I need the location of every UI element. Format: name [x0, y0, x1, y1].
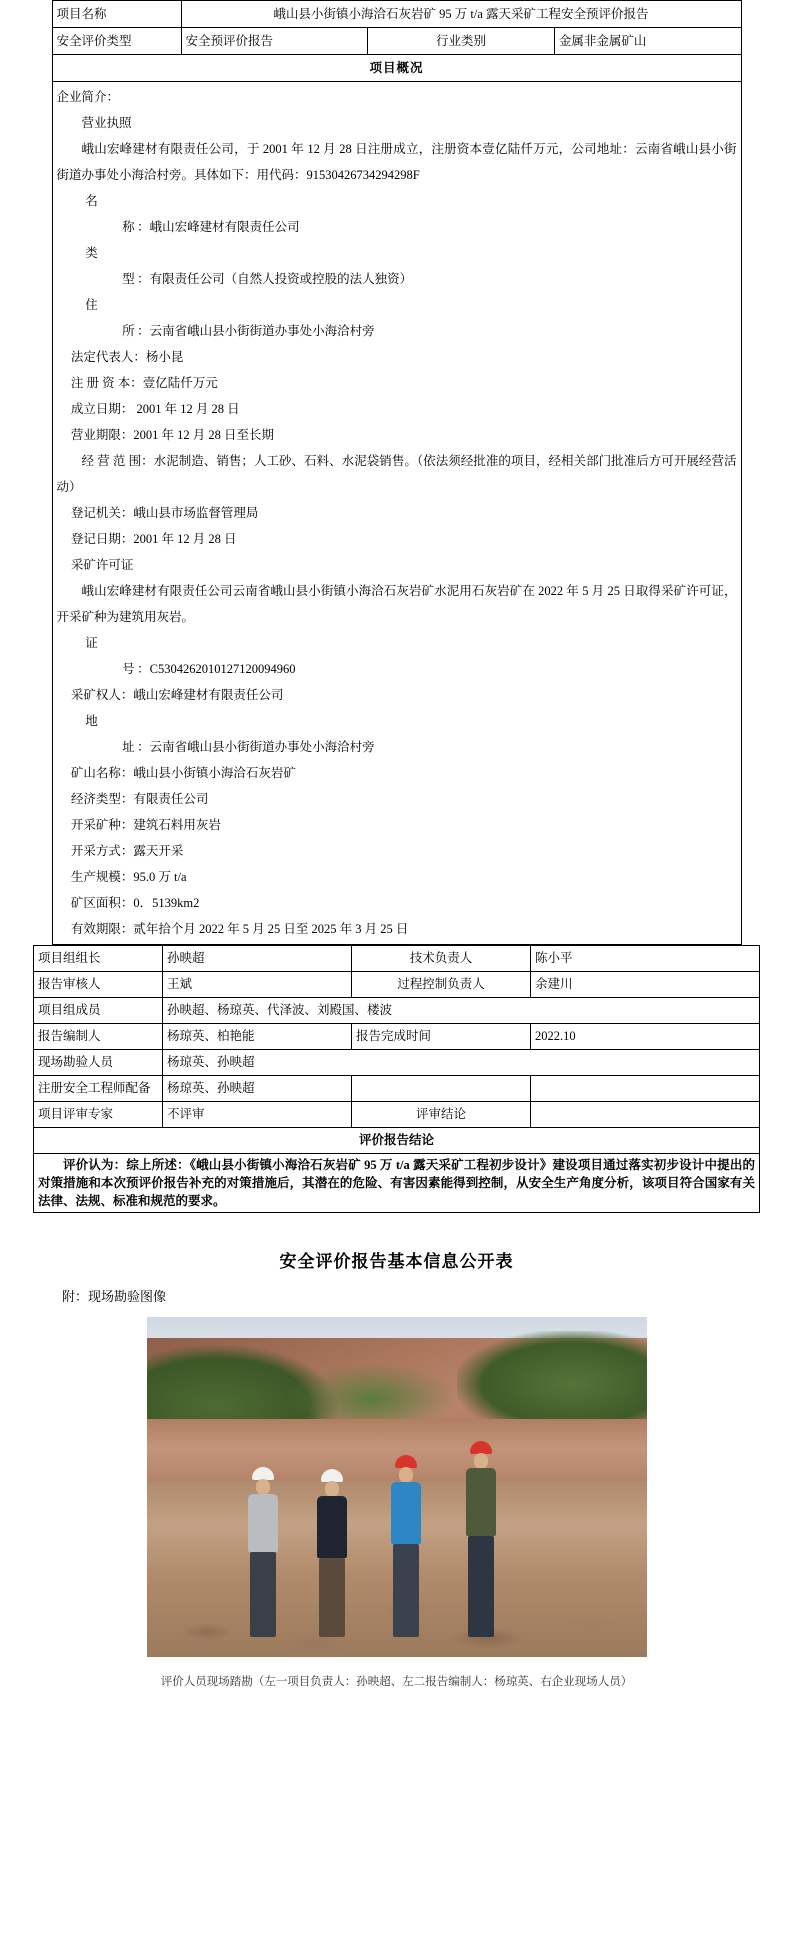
photo-caption: 评价人员现场踏勘（左一项目负责人：孙映超、左二报告编制人：杨琼英、右企业现场人员） — [160, 1676, 633, 1689]
photo-vegetation-right — [457, 1331, 647, 1419]
site-survey-photo — [147, 1317, 647, 1657]
photo-vegetation-middle — [287, 1362, 457, 1423]
mining-license-paragraph: 峨山宏峰建材有限责任公司云南省峨山县小街镇小海洽石灰岩矿水泥用石灰岩矿在 2022 年 5 月 25 日取得采矿许可证，开采矿种为建筑用灰岩。 — [56, 584, 737, 624]
field-mine-name-value: 峨山县小街镇小海洽石灰岩矿 — [133, 766, 296, 780]
field-capacity-label: 生产规模 — [70, 870, 121, 884]
attachment-label: 附：现场勘验图像 — [62, 1289, 167, 1305]
field-biz-term: 营业期限：2001 年 12 月 28 日至长期 — [70, 428, 275, 442]
field-reg-date-value: 2001 年 12 月 28 日 — [133, 532, 237, 546]
field-biz-scope-value: 水泥制造、销售；人工砂、石料、水泥袋销售。（依法须经批准的项目，经相关部门批准后方可开展经营活动） — [56, 454, 737, 494]
field-biz-term-label: 营业期限 — [70, 428, 121, 442]
table-row — [34, 972, 760, 998]
field-capital-label: 注 册 资 本 — [70, 376, 131, 390]
field-mineral-type: 开采矿种：建筑石料用灰岩 — [70, 818, 221, 832]
field-biz-scope: 经 营 范 围：水泥制造、销售；人工砂、石料、水泥袋销售。（依法须经批准的项目，经相关部门批准后方可开展经营活动） — [56, 454, 737, 494]
row-label-reviewer: 报告审核人 — [34, 972, 163, 998]
field-found-date: 成立日期： 2001 年 12 月 28 日 — [70, 402, 240, 416]
row-label-review-experts: 项目评审专家 — [34, 1102, 163, 1128]
field-econ-type-value: 有限责任公司 — [133, 792, 209, 806]
row-label-process-lead: 过程控制负责人 — [352, 972, 531, 998]
row-value-completion-time: 2022.10 — [531, 1024, 760, 1050]
table-row — [34, 998, 760, 1024]
photo-torso-3 — [391, 1482, 421, 1544]
field-legal-rep: 法定代表人：杨小昆 — [70, 350, 184, 364]
row-label-members: 项目组成员 — [34, 998, 163, 1024]
row-empty-1 — [352, 1076, 531, 1102]
field-name: 名称 ：峨山宏峰建材有限责任公司 — [85, 194, 300, 234]
row-label-completion-time: 报告完成时间 — [352, 1024, 531, 1050]
field-found-date-label: 成立日期 — [70, 402, 121, 416]
company-intro-label: 企业简介： — [56, 90, 120, 104]
field-mining-method-value: 露天开采 — [133, 844, 184, 858]
row-value-reviewer: 王斌 — [163, 972, 352, 998]
row-value-registered-engineers: 杨琼英、孙映超 — [163, 1076, 352, 1102]
row-value-surveyors: 杨琼英、孙映超 — [163, 1050, 760, 1076]
business-license-heading: 营业执照 — [81, 116, 132, 130]
field-reg-office-label: 登记机关 — [70, 506, 121, 520]
photo-torso-1 — [248, 1494, 278, 1552]
field-reg-date: 登记日期：2001 年 12 月 28 日 — [70, 532, 237, 546]
field-mining-holder: 采矿权人：峨山宏峰建材有限责任公司 — [70, 688, 284, 702]
row-label-registered-engineers: 注册安全工程师配备 — [34, 1076, 163, 1102]
section-title-overview: 项目概况 — [52, 55, 741, 82]
field-mining-holder-label: 采矿权人 — [70, 688, 121, 702]
personnel-table — [33, 945, 760, 1213]
conclusion-title: 评价报告结论 — [34, 1128, 760, 1154]
row-value-members: 孙映超、杨琼英、代泽波、刘殿国、楼波 — [163, 998, 760, 1024]
row-label-review-conclusion: 评审结论 — [352, 1102, 531, 1128]
row-empty-2 — [531, 1076, 760, 1102]
field-reg-office: 登记机关：峨山县市场监督管理局 — [70, 506, 259, 520]
photo-canvas — [147, 1317, 647, 1657]
eval-type-value: 安全预评价报告 — [181, 28, 368, 55]
photo-legs-1 — [250, 1552, 276, 1637]
photo-head-1 — [256, 1479, 270, 1495]
project-name-label: 项目名称 — [52, 1, 181, 28]
photo-legs-4 — [468, 1536, 494, 1637]
row-value-process-lead: 余建川 — [531, 972, 760, 998]
field-cert-no: 证号 ：C5304262010127120094960 — [85, 636, 296, 676]
photo-legs-2 — [319, 1558, 345, 1637]
field-legal-rep-value: 杨小昆 — [145, 350, 184, 364]
field-name-value: 峨山宏峰建材有限责任公司 — [149, 220, 300, 234]
field-biz-scope-label: 经 营 范 围 — [81, 454, 142, 468]
table-row — [34, 1050, 760, 1076]
field-mineral-type-value: 建筑石料用灰岩 — [133, 818, 221, 832]
photo-torso-2 — [317, 1496, 347, 1558]
field-address-value: 云南省峨山县小街街道办事处小海洽村旁 — [149, 324, 375, 338]
photo-head-3 — [399, 1467, 413, 1483]
row-label-tech-lead: 技术负责人 — [352, 946, 531, 972]
conclusion-text: 评价认为：综上所述：《峨山县小街镇小海洽石灰岩矿 95 万 t/a 露天采矿工程初步设计》建设项目通过落实初步设计中提出的对策措施和本次预评价报告补充的对策措施后，其潜在的危险、有害因素能得到控制，从安全生产角度分析，该项目符合国家有关法律、法规、标准和规范的要求。 — [34, 1154, 760, 1213]
field-mine-address-value: 云南省峨山县小街街道办事处小海洽村旁 — [149, 740, 375, 754]
field-valid-period-value: 贰年拾个月 2022 年 5 月 25 日至 2025 年 3 月 25 日 — [133, 922, 409, 936]
project-info-table — [52, 0, 742, 945]
field-mine-name-label: 矿山名称 — [70, 766, 121, 780]
table-row — [52, 82, 741, 945]
table-row — [34, 1102, 760, 1128]
row-value-review-conclusion — [531, 1102, 760, 1128]
public-disclosure-title: 安全评价报告基本信息公开表 — [279, 1252, 514, 1272]
photo-person-1 — [235, 1467, 291, 1637]
field-capital: 注 册 资 本：壹亿陆仟万元 — [70, 376, 218, 390]
field-mine-address: 地址 ：云南省峨山县小街街道办事处小海洽村旁 — [85, 714, 375, 754]
field-capacity-value: 95.0 万 t/a — [133, 870, 187, 884]
row-label-surveyors: 现场勘验人员 — [34, 1050, 163, 1076]
field-mineral-type-label: 开采矿种 — [70, 818, 121, 832]
field-reg-date-label: 登记日期 — [70, 532, 121, 546]
field-type-value: 有限责任公司（自然人投资或控股的法人独资） — [149, 272, 413, 286]
table-row — [34, 1154, 760, 1213]
table-row — [34, 946, 760, 972]
photo-legs-3 — [393, 1544, 419, 1637]
table-row — [34, 1024, 760, 1050]
project-name-value: 峨山县小街镇小海洽石灰岩矿 95 万 t/a 露天采矿工程安全预评价报告 — [181, 1, 741, 28]
table-row — [34, 1076, 760, 1102]
photo-person-2 — [307, 1469, 357, 1637]
field-legal-rep-label: 法定代表人 — [70, 350, 134, 364]
field-cert-no-value: C5304262010127120094960 — [149, 662, 296, 676]
field-mining-method-label: 开采方式 — [70, 844, 121, 858]
field-mine-area-value: 0．5139km2 — [133, 896, 200, 910]
overview-body — [52, 82, 741, 945]
photo-head-2 — [325, 1481, 339, 1497]
row-label-team-leader: 项目组组长 — [34, 946, 163, 972]
photo-person-4 — [453, 1441, 509, 1637]
row-value-review-experts: 不评审 — [163, 1102, 352, 1128]
field-address: 住所 ：云南省峨山县小街街道办事处小海洽村旁 — [85, 298, 375, 338]
field-econ-type: 经济类型：有限责任公司 — [70, 792, 209, 806]
eval-type-label: 安全评价类型 — [52, 28, 181, 55]
photo-person-3 — [379, 1455, 433, 1637]
company-intro-paragraph: 峨山宏峰建材有限责任公司，于 2001 年 12 月 28 日注册成立，注册资本壹亿陆仟万元，公司地址：云南省峨山县小街街道办事处小海洽村旁。具体如下：用代码：91530426734294298F — [56, 142, 737, 182]
row-value-tech-lead: 陈小平 — [531, 946, 760, 972]
field-mine-area-label: 矿区面积 — [70, 896, 121, 910]
mining-license-heading: 采矿许可证 — [70, 558, 134, 572]
row-label-authors: 报告编制人 — [34, 1024, 163, 1050]
table-row — [52, 28, 741, 55]
field-capacity: 生产规模：95.0 万 t/a — [70, 870, 187, 884]
row-value-authors: 杨琼英、柏艳能 — [163, 1024, 352, 1050]
table-row — [52, 55, 741, 82]
field-found-date-value: 2001 年 12 月 28 日 — [133, 402, 240, 416]
field-mining-holder-value: 峨山宏峰建材有限责任公司 — [133, 688, 284, 702]
field-valid-period-label: 有效期限 — [70, 922, 121, 936]
field-valid-period: 有效期限：贰年拾个月 2022 年 5 月 25 日至 2025 年 3 月 25 日 — [70, 922, 409, 936]
row-value-team-leader: 孙映超 — [163, 946, 352, 972]
field-reg-office-value: 峨山县市场监督管理局 — [133, 506, 259, 520]
field-mine-area: 矿区面积：0．5139km2 — [70, 896, 200, 910]
photo-head-4 — [474, 1453, 488, 1469]
industry-label: 行业类别 — [368, 28, 555, 55]
field-mining-method: 开采方式：露天开采 — [70, 844, 184, 858]
table-row — [34, 1128, 760, 1154]
field-econ-type-label: 经济类型 — [70, 792, 121, 806]
field-biz-term-value: 2001 年 12 月 28 日至长期 — [133, 428, 275, 442]
field-type: 类型 ：有限责任公司（自然人投资或控股的法人独资） — [85, 246, 413, 286]
field-mine-name: 矿山名称：峨山县小街镇小海洽石灰岩矿 — [70, 766, 296, 780]
photo-torso-4 — [466, 1468, 496, 1536]
field-capital-value: 壹亿陆仟万元 — [142, 376, 218, 390]
table-row — [52, 1, 741, 28]
industry-value: 金属非金属矿山 — [554, 28, 741, 55]
